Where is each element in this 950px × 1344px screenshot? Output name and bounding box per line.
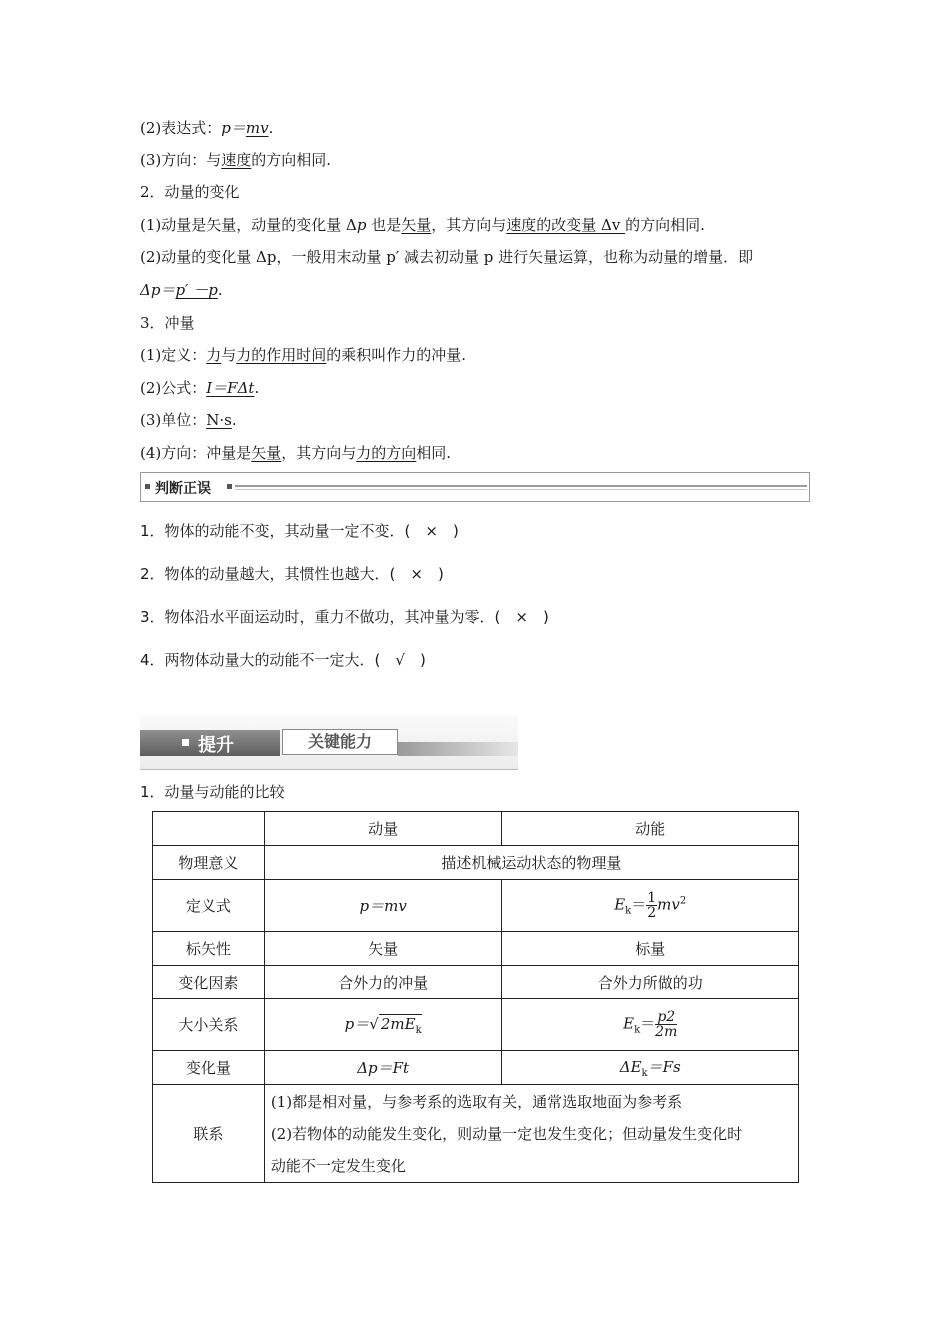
def-energy-mv: mv — [657, 895, 680, 914]
fraction-numerator: 1 — [647, 890, 657, 906]
mc-text-b: 也是 — [366, 216, 402, 234]
table-row — [153, 880, 799, 932]
sqrt-icon: √ — [369, 1015, 379, 1033]
expression-line — [140, 118, 273, 138]
imp-dir-label: (4)方向：冲量是 — [140, 444, 252, 462]
imp-unit-label: (3)单位： — [140, 411, 207, 429]
direction-label: (3)方向：与 — [140, 151, 222, 169]
imp-dir-text-c: 相同. — [416, 444, 452, 462]
direction-end: 的方向相同. — [251, 151, 332, 169]
fraction-one-half — [646, 891, 657, 920]
direction-line — [140, 150, 331, 170]
banner-label-box — [282, 729, 398, 755]
imp-unit-answer: N·s — [206, 411, 232, 429]
judge-item-2: 2．物体的动量越大，其惯性也越大．( × ) — [140, 565, 444, 583]
row-label-physical-meaning: 物理意义 — [153, 846, 265, 880]
fraction-denominator: 2m — [655, 1024, 678, 1040]
header-momentum: 动量 — [264, 812, 502, 846]
relation-value — [264, 1085, 798, 1183]
mag-energy-eq: ＝ — [640, 1014, 656, 1033]
def-energy-e: E — [614, 895, 626, 914]
divider — [235, 489, 807, 490]
square-bullet-icon — [182, 739, 189, 746]
table-row — [153, 932, 799, 966]
change-factor-energy: 合外力所做的功 — [502, 966, 799, 999]
table-header-row — [153, 812, 799, 846]
imp-dir-answer-vector: 矢量 — [251, 444, 282, 462]
magnitude-energy — [502, 999, 799, 1051]
expression-formula-answer: mv — [245, 119, 269, 137]
heading-momentum-change: 2．动量的变化 — [140, 183, 240, 201]
square-bullet-icon — [145, 484, 150, 489]
physical-meaning-value: 描述机械运动状态的物理量 — [264, 846, 798, 880]
judge-section-title: 判断正误 — [155, 481, 211, 497]
mc-answer-velocity-change: 速度的改变量 Δv — [506, 216, 626, 234]
mag-energy-k: k — [634, 1024, 641, 1036]
relation-line-2: (2)若物体的动能发生变化，则动量一定也发生变化；但动量发生变化时 — [270, 1124, 743, 1143]
sqrt-inner: 2mE — [380, 1015, 416, 1033]
judge-item-3: 3．物体沿水平面运动时，重力不做功，其冲量为零．( × ) — [140, 608, 549, 626]
banner-dark-bar — [140, 730, 280, 756]
mc-text-a: (1)动量是矢量，动量的变化量 Δ — [140, 216, 357, 234]
row-label-relation: 联系 — [153, 1085, 265, 1183]
table-row — [153, 1085, 799, 1183]
imp-formula-end: . — [254, 379, 260, 397]
table-row — [153, 1051, 799, 1085]
judge-section-banner — [140, 472, 810, 502]
definition-energy — [502, 880, 799, 932]
momentum-change-formula-line — [140, 280, 223, 300]
relation-line-1: (1)都是相对量，与参考系的选取有关，通常选取地面为参考系 — [270, 1092, 683, 1111]
imp-dir-text-b: ，其方向与 — [281, 444, 357, 462]
imp-def-text-b: 与 — [221, 346, 237, 364]
mag-momentum-p: p＝ — [344, 1015, 370, 1033]
row-label-definition: 定义式 — [153, 880, 265, 932]
mc-text-d: 的方向相同. — [625, 216, 705, 234]
imp-def-answer-time: 力的作用时间 — [236, 346, 327, 364]
imp-formula-label: (2)公式： — [140, 379, 207, 397]
imp-formula-answer: I＝FΔt — [206, 379, 255, 397]
mc-text-c: ，其方向与 — [431, 216, 507, 234]
mc-formula-pre: Δp＝ — [140, 281, 176, 299]
momentum-change-vector-line — [140, 215, 705, 235]
row-label-change-factor: 变化因素 — [153, 966, 265, 999]
fraction-numerator: p2 — [655, 1010, 677, 1025]
square-bullet-icon — [227, 484, 232, 489]
direction-answer: 速度 — [221, 151, 252, 169]
imp-def-text-c: 的乘积叫作力的冲量. — [326, 346, 467, 364]
mc-p: p — [356, 216, 367, 234]
banner-label-improve: 提升 — [198, 735, 234, 756]
momentum-change-calc-line: (2)动量的变化量 Δp，一般用末动量 p′ 减去初动量 p 进行矢量运算，也称为动量的增量．即 — [140, 248, 754, 266]
sqrt-inner-k: k — [415, 1025, 422, 1036]
expression-end: . — [268, 119, 274, 137]
change-energy-k: k — [641, 1068, 648, 1079]
header-energy: 动能 — [502, 812, 799, 846]
def-energy-eq: ＝ — [631, 895, 647, 914]
def-energy-k: k — [625, 905, 632, 917]
judge-item-4: 4．两物体动量大的动能不一定大．( √ ) — [140, 651, 426, 669]
change-energy-pre: ΔE — [619, 1058, 642, 1076]
table-row — [153, 999, 799, 1051]
key-ability-section-banner — [140, 715, 518, 770]
change-amount-energy — [502, 1051, 799, 1085]
expression-formula-pre: p＝ — [221, 119, 246, 137]
table-title: 1．动量与动能的比较 — [140, 783, 285, 801]
change-amount-momentum: Δp＝Ft — [264, 1051, 502, 1085]
impulse-direction-line — [140, 443, 451, 463]
relation-line-3: 动能不一定发生变化 — [270, 1156, 406, 1175]
def-energy-square: 2 — [679, 895, 687, 907]
change-energy-post: ＝Fs — [647, 1058, 681, 1076]
judge-item-1: 1．物体的动能不变，其动量一定不变．( × ) — [140, 522, 459, 540]
banner-fade-bar — [398, 742, 518, 756]
impulse-formula-line — [140, 378, 259, 398]
table-corner-cell — [153, 812, 265, 846]
row-label-vector-scalar: 标矢性 — [153, 932, 265, 966]
vector-scalar-momentum: 矢量 — [264, 932, 502, 966]
mc-formula-end: . — [217, 281, 223, 299]
definition-momentum: p＝mv — [264, 880, 502, 932]
imp-unit-end: . — [231, 411, 237, 429]
imp-dir-answer-force-dir: 力的方向 — [356, 444, 417, 462]
magnitude-momentum — [264, 999, 502, 1051]
mag-energy-e: E — [623, 1014, 635, 1033]
divider — [235, 485, 807, 487]
impulse-definition-line — [140, 345, 466, 365]
imp-def-answer-force: 力 — [206, 346, 222, 364]
table-row — [153, 846, 799, 880]
fraction-denominator: 2 — [647, 905, 657, 921]
table-row — [153, 966, 799, 999]
change-factor-momentum: 合外力的冲量 — [264, 966, 502, 999]
row-label-magnitude-relation: 大小关系 — [153, 999, 265, 1051]
sqrt-content — [379, 1014, 422, 1036]
row-label-change-amount: 变化量 — [153, 1051, 265, 1085]
vector-scalar-energy: 标量 — [502, 932, 799, 966]
expression-label: (2)表达式： — [140, 119, 222, 137]
heading-impulse: 3．冲量 — [140, 314, 195, 332]
imp-def-label: (1)定义： — [140, 346, 207, 364]
banner-label-key-ability: 关键能力 — [307, 732, 372, 751]
mc-formula-answer: p′ －p — [175, 281, 218, 299]
impulse-unit-line — [140, 410, 237, 430]
fraction-p2-over-2m — [655, 1010, 677, 1039]
mc-answer-vector: 矢量 — [401, 216, 432, 234]
momentum-energy-comparison-table — [152, 811, 799, 1183]
